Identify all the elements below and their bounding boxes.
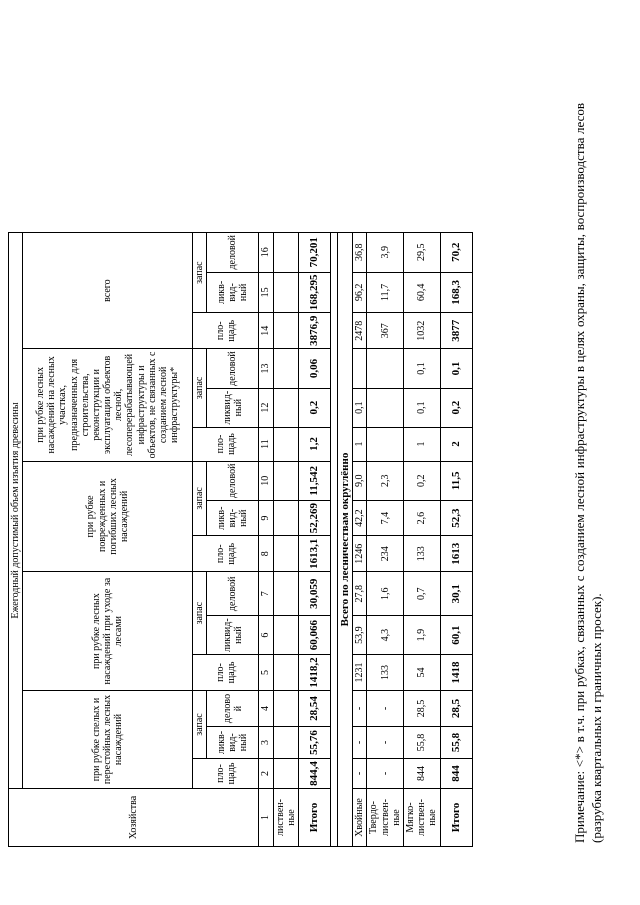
value-cell bbox=[367, 349, 404, 389]
column-number: 10 bbox=[259, 461, 273, 501]
value-cell: 0,1 bbox=[440, 349, 472, 389]
value-cell bbox=[273, 616, 298, 655]
value-cell: 1 bbox=[353, 427, 367, 461]
liquid-header: ликв-вид-ный bbox=[207, 272, 259, 313]
value-cell bbox=[273, 572, 298, 616]
farm-cell: Твердо-листвен-ные bbox=[367, 789, 404, 847]
value-cell: 42,2 bbox=[353, 501, 367, 536]
value-cell: - bbox=[353, 759, 367, 789]
value-cell: 844,4 bbox=[298, 759, 330, 789]
column-number: 12 bbox=[259, 388, 273, 427]
section-title: Всего по лесничествам округлённо bbox=[337, 233, 352, 847]
value-cell bbox=[273, 536, 298, 572]
business-header: деловой bbox=[207, 461, 259, 501]
value-cell: 1418 bbox=[440, 655, 472, 691]
value-cell: - bbox=[367, 727, 404, 759]
column-number: 3 bbox=[259, 727, 273, 759]
liquid-header: ликв-вид-ный bbox=[207, 501, 259, 536]
value-cell: 844 bbox=[440, 759, 472, 789]
value-cell: 1 bbox=[404, 427, 441, 461]
value-cell: 70,201 bbox=[298, 233, 330, 273]
stock-header: запас bbox=[193, 461, 207, 536]
value-cell: 70,2 bbox=[440, 233, 472, 273]
value-cell bbox=[367, 388, 404, 427]
value-cell: 1,6 bbox=[367, 572, 404, 616]
group-header: при рубке лесных насаждений при уходе за лесами bbox=[23, 572, 193, 691]
farm-cell: Итого bbox=[440, 789, 472, 847]
rotated-page bbox=[0, 105, 620, 905]
value-cell bbox=[273, 427, 298, 461]
value-cell: 1418,2 bbox=[298, 655, 330, 691]
value-cell: 28,5 bbox=[404, 691, 441, 727]
value-cell: 54 bbox=[404, 655, 441, 691]
value-cell: 2,3 bbox=[367, 461, 404, 501]
value-cell bbox=[273, 313, 298, 349]
column-number: 13 bbox=[259, 349, 273, 389]
stock-header: запас bbox=[193, 233, 207, 313]
value-cell: 0,7 bbox=[404, 572, 441, 616]
value-cell: - bbox=[367, 759, 404, 789]
value-cell: 55,76 bbox=[298, 727, 330, 759]
value-cell: 234 bbox=[367, 536, 404, 572]
value-cell: 4,3 bbox=[367, 616, 404, 655]
column-number: 11 bbox=[259, 427, 273, 461]
value-cell: 1246 bbox=[353, 536, 367, 572]
value-cell: 168,295 bbox=[298, 272, 330, 313]
value-cell: 0,1 bbox=[404, 349, 441, 389]
value-cell: 27,8 bbox=[353, 572, 367, 616]
value-cell: 844 bbox=[404, 759, 441, 789]
table-row bbox=[440, 233, 472, 847]
value-cell: 28,5 bbox=[440, 691, 472, 727]
liquid-header: ликвид-ный bbox=[207, 388, 259, 427]
business-header: делово й bbox=[207, 691, 259, 727]
group-header: при рубке лесных насаждений на лесных участках, предназначенных для строительства, реконструкции и эксплуатации объектов лесной, лесоперерабатывающей инфраструктуры и объектов, не связанных с созданием лесной инфраструктуры* bbox=[23, 349, 193, 461]
value-cell: 0,2 bbox=[404, 461, 441, 501]
liquid-header: ликвид-ный bbox=[207, 616, 259, 655]
stock-header: запас bbox=[193, 691, 207, 759]
footnote: Примечание: <*> в т.ч. при рубках, связанных с созданием лесной инфраструктуры в целях охраны, защиты, воспроизводства лесов (разрубка квартальных и граничных просек). bbox=[572, 103, 604, 843]
value-cell: 11,542 bbox=[298, 461, 330, 501]
value-cell bbox=[273, 233, 298, 273]
farm-cell: Мягко-листвен-ные bbox=[404, 789, 441, 847]
value-cell: 133 bbox=[404, 536, 441, 572]
value-cell: 96,2 bbox=[353, 272, 367, 313]
stock-header: запас bbox=[193, 572, 207, 655]
value-cell: 29,5 bbox=[404, 233, 441, 273]
value-cell: 9,0 bbox=[353, 461, 367, 501]
value-cell: 55,8 bbox=[440, 727, 472, 759]
area-header: пло-щадь bbox=[193, 536, 259, 572]
value-cell: - bbox=[367, 691, 404, 727]
separator-row bbox=[330, 233, 337, 847]
value-cell: 1613,1 bbox=[298, 536, 330, 572]
value-cell: 52,269 bbox=[298, 501, 330, 536]
value-cell: 30,059 bbox=[298, 572, 330, 616]
value-cell: 30,1 bbox=[440, 572, 472, 616]
value-cell: 168,3 bbox=[440, 272, 472, 313]
business-header: деловой bbox=[207, 349, 259, 389]
farm-cell: листвен-ные bbox=[273, 789, 298, 847]
value-cell: 60,1 bbox=[440, 616, 472, 655]
area-header: пло-щадь bbox=[193, 759, 259, 789]
column-number: 15 bbox=[259, 272, 273, 313]
value-cell: 133 bbox=[367, 655, 404, 691]
value-cell: 55,8 bbox=[404, 727, 441, 759]
value-cell: 0,1 bbox=[404, 388, 441, 427]
value-cell: 1,2 bbox=[298, 427, 330, 461]
value-cell: 36,8 bbox=[353, 233, 367, 273]
table-row bbox=[353, 233, 367, 847]
column-number: 6 bbox=[259, 616, 273, 655]
column-number: 16 bbox=[259, 233, 273, 273]
value-cell bbox=[353, 349, 367, 389]
value-cell: 0,2 bbox=[440, 388, 472, 427]
area-header: пло-щадь bbox=[193, 313, 259, 349]
value-cell: - bbox=[353, 691, 367, 727]
area-header: пло-щадь bbox=[193, 655, 259, 691]
value-cell bbox=[273, 727, 298, 759]
farm-cell: Итого bbox=[298, 789, 330, 847]
value-cell bbox=[273, 691, 298, 727]
area-header: пло-щадь bbox=[193, 427, 259, 461]
table-row bbox=[273, 233, 298, 847]
table-row bbox=[404, 233, 441, 847]
value-cell bbox=[367, 427, 404, 461]
value-cell: 1,9 bbox=[404, 616, 441, 655]
value-cell: 2 bbox=[440, 427, 472, 461]
value-cell: 52,3 bbox=[440, 501, 472, 536]
column-number: 8 bbox=[259, 536, 273, 572]
group-header: при рубке спелых и перестойных лесных насаждений bbox=[23, 691, 193, 789]
table-row bbox=[367, 233, 404, 847]
value-cell: 3877 bbox=[440, 313, 472, 349]
value-cell: 367 bbox=[367, 313, 404, 349]
value-cell: 11,5 bbox=[440, 461, 472, 501]
value-cell: 2478 bbox=[353, 313, 367, 349]
value-cell: 1231 bbox=[353, 655, 367, 691]
farm-column-header: Хозяйства bbox=[9, 789, 259, 847]
value-cell: 3,9 bbox=[367, 233, 404, 273]
value-cell bbox=[273, 759, 298, 789]
value-cell: 11,7 bbox=[367, 272, 404, 313]
column-number: 14 bbox=[259, 313, 273, 349]
value-cell: 0,06 bbox=[298, 349, 330, 389]
table-row bbox=[298, 233, 330, 847]
table-title: Ежегодный допустимый объем изъятия древесины bbox=[9, 233, 23, 789]
column-number: 1 bbox=[259, 789, 273, 847]
value-cell: 53,9 bbox=[353, 616, 367, 655]
group-header: всего bbox=[23, 233, 193, 349]
value-cell: 1613 bbox=[440, 536, 472, 572]
column-number: 5 bbox=[259, 655, 273, 691]
value-cell: 28,54 bbox=[298, 691, 330, 727]
value-cell bbox=[273, 655, 298, 691]
value-cell: - bbox=[353, 727, 367, 759]
value-cell bbox=[273, 461, 298, 501]
value-cell: 2,6 bbox=[404, 501, 441, 536]
value-cell: 60,4 bbox=[404, 272, 441, 313]
business-header: деловой bbox=[207, 572, 259, 616]
value-cell: 1032 bbox=[404, 313, 441, 349]
column-number: 4 bbox=[259, 691, 273, 727]
farm-cell: Хвойные bbox=[353, 789, 367, 847]
value-cell bbox=[273, 501, 298, 536]
column-number: 9 bbox=[259, 501, 273, 536]
timber-volume-table bbox=[8, 232, 473, 847]
value-cell bbox=[273, 272, 298, 313]
value-cell: 3876,9 bbox=[298, 313, 330, 349]
liquid-header: ликв-вид-ный bbox=[207, 727, 259, 759]
value-cell: 60,066 bbox=[298, 616, 330, 655]
value-cell: 0,1 bbox=[353, 388, 367, 427]
column-number: 2 bbox=[259, 759, 273, 789]
business-header: деловой bbox=[207, 233, 259, 273]
column-number: 7 bbox=[259, 572, 273, 616]
value-cell bbox=[273, 349, 298, 389]
stock-header: запас bbox=[193, 349, 207, 427]
value-cell: 0,2 bbox=[298, 388, 330, 427]
value-cell bbox=[273, 388, 298, 427]
value-cell: 7,4 bbox=[367, 501, 404, 536]
group-header: при рубке поврежденных и погибших лесных насаждений bbox=[23, 461, 193, 572]
